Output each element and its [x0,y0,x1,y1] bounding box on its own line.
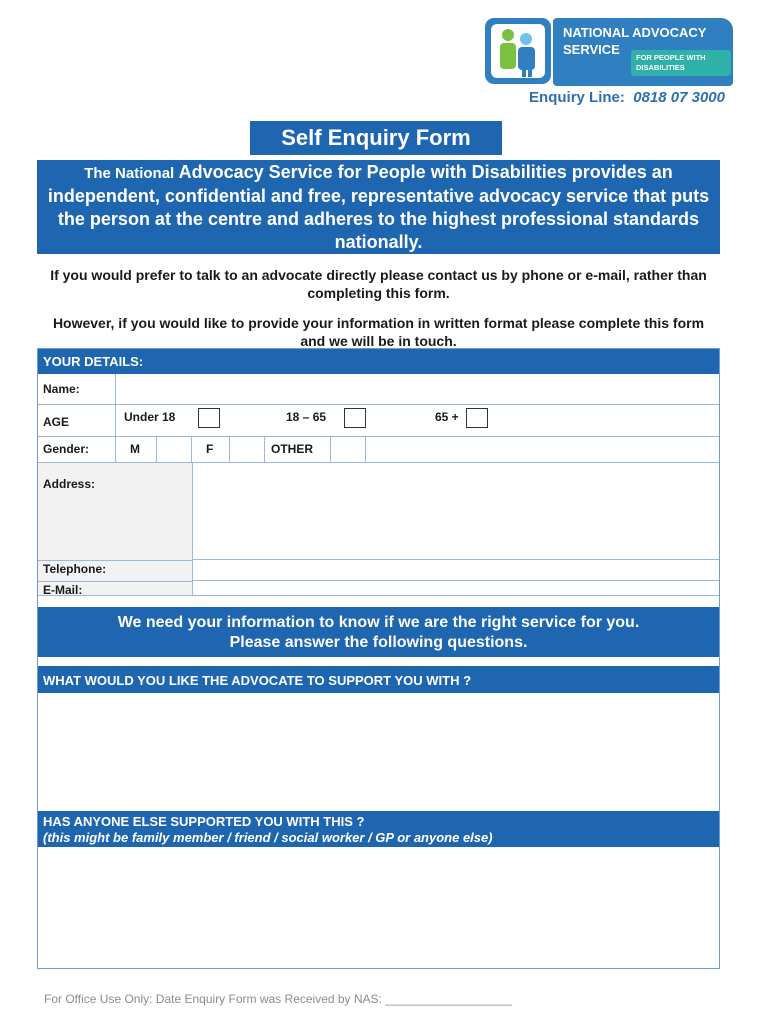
page-title: Self Enquiry Form [250,121,502,155]
age-under-18-checkbox[interactable] [198,408,220,428]
gender-m-label: M [130,442,140,456]
office-use-footer: For Office Use Only: Date Enquiry Form was Received by NAS: ___________________ [44,992,513,1006]
telephone-field[interactable] [193,560,719,581]
written-paragraph: However, if you would like to provide your information in written format please complete this form and we will be in touch. [52,315,705,349]
gender-label: Gender: [43,442,90,456]
gender-m-cell [116,437,157,462]
gender-row [38,437,719,463]
name-label: Name: [43,382,80,396]
age-65-plus-checkbox[interactable] [466,408,488,428]
other-support-answer-field[interactable] [38,847,719,968]
gender-f-box[interactable] [230,437,265,462]
intro-text [45,161,712,254]
age-65-plus-label: 65 + [435,410,459,424]
info-band-line2: Please answer the following questions. [229,634,528,651]
support-question-header: WHAT WOULD YOU LIKE THE ADVOCATE TO SUPPORT YOU WITH ? [38,666,719,693]
logo-name-line1: NATIONAL ADVOCACY [563,25,707,40]
gender-f-cell [192,437,230,462]
logo-name-line2: SERVICE [563,42,620,57]
divider [38,560,192,561]
name-field[interactable] [116,374,719,404]
intro-body: Advocacy Service for People with Disabilities provides an independent, confidential and free, representative advocacy service that puts the person at the centre and adheres to the highest professional standards nationally. [47,161,710,252]
other-support-question: HAS ANYONE ELSE SUPPORTED YOU WITH THIS ? [43,814,365,829]
telephone-label: Telephone: [43,562,107,576]
gender-other-box[interactable] [331,437,366,462]
age-row [38,405,719,437]
contact-labels-column [38,463,193,596]
gender-label-cell [38,437,116,462]
address-label: Address: [43,477,96,491]
logo-tag-line1: FOR PEOPLE WITH [636,53,706,62]
enquiry-form [37,348,720,969]
name-label-cell [38,374,116,404]
other-support-header [38,811,719,847]
intro-band [37,160,720,254]
logo-tag-line2: DISABILITIES [636,63,685,72]
gender-f-label: F [206,442,214,456]
enquiry-line [529,89,725,106]
age-label: AGE [43,415,70,429]
info-band [38,607,719,657]
your-details-header: YOUR DETAILS: [38,349,719,374]
enquiry-number: 0818 07 3000 [633,89,725,106]
intro-lead: The National [84,164,175,182]
age-18-65-label: 18 – 65 [286,410,327,424]
gender-m-box[interactable] [157,437,192,462]
contact-paragraph: If you would prefer to talk to an advocate directly please contact us by phone or e-mail, rather than completing this form. [50,267,707,301]
address-field[interactable] [193,463,719,560]
gender-other-cell [265,437,331,462]
email-field[interactable] [193,581,719,596]
age-label-cell [38,405,116,436]
age-18-65-checkbox[interactable] [344,408,366,428]
name-row [38,374,719,405]
other-support-hint: (this might be family member / friend / social worker / GP or anyone else) [43,830,493,845]
enquiry-label: Enquiry Line: [529,89,625,106]
logo-people-icon [491,24,545,78]
support-answer-field[interactable] [38,693,719,811]
age-under-18-label: Under 18 [124,410,176,424]
logo-tag-text [636,53,728,73]
gender-other-label: OTHER [271,442,313,456]
nas-logo [485,18,733,86]
email-label: E-Mail: [43,583,83,597]
divider [38,581,192,582]
info-band-line1: We need your information to know if we are the right service for you. [117,614,640,631]
